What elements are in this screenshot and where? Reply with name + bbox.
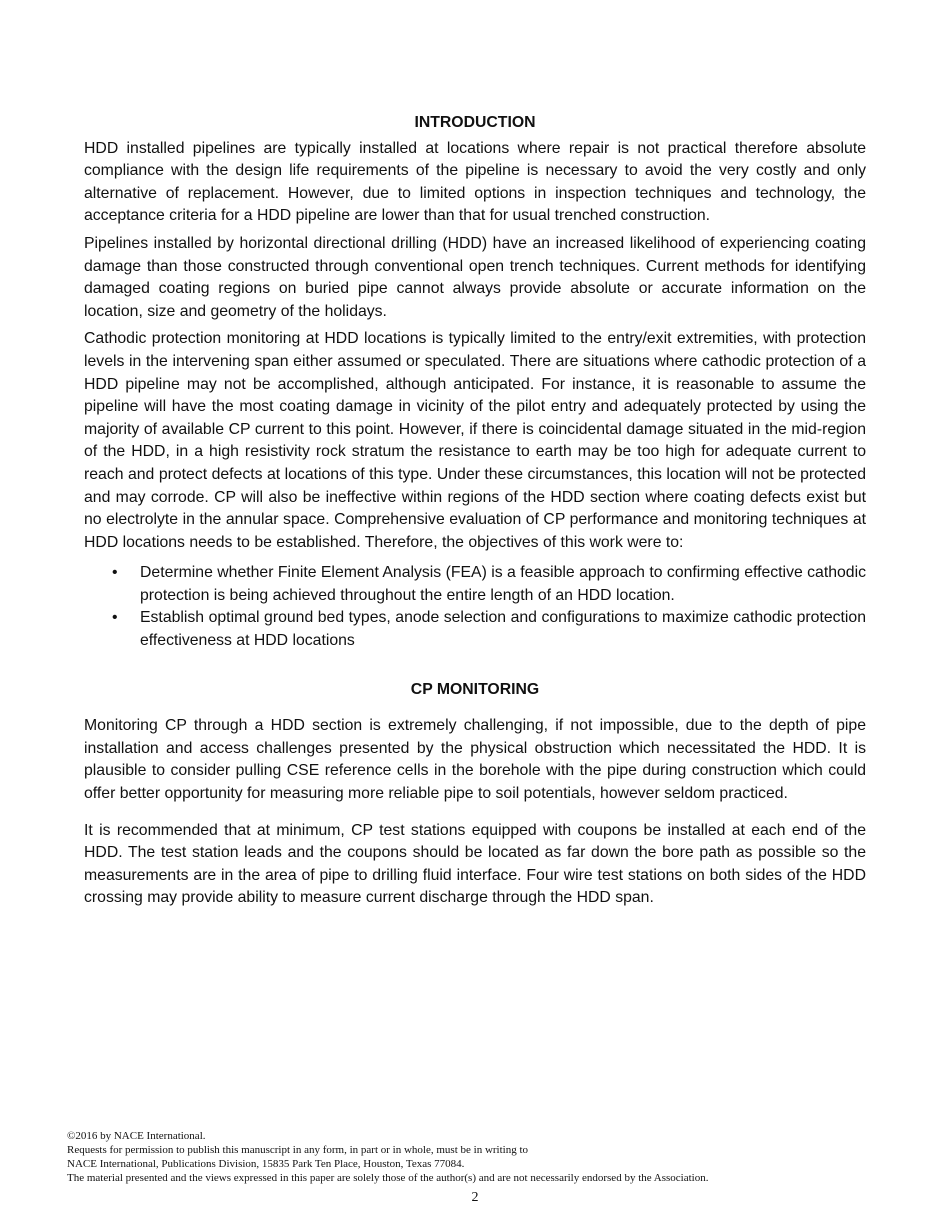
- section-heading-introduction: INTRODUCTION: [414, 114, 536, 131]
- list-item: [84, 607, 866, 652]
- intro-paragraph-3: Cathodic protection monitoring at HDD locations is typically limited to the entry/exit extremities, with protection levels in the intervening span either assumed or speculated. There are situations where cathodic protection of a HDD pipeline may not be accomplished, although anticipated. For instance, it is reasonable to assume the pipeline will have the most coating damage in vicinity of the pilot entry and adequately protected by using the majority of available CP current to this point. However, if there is coincidental damage situated in the mid-region of the HDD, in a high resistivity rock stratum the resistance to earth may be too high for adequate current to reach and protect defects at locations of this type. Under these circumstances, this location will not be protected and may corrode. CP will also be ineffective within regions of the HDD section where coating defects exist but no electrolyte in the annular space. Comprehensive evaluation of CP performance and monitoring techniques at HDD locations needs to be established. Therefore, the objectives of this work were to:: [84, 330, 866, 551]
- bullet-icon: •: [112, 564, 118, 582]
- cp-paragraph-1: Monitoring CP through a HDD section is extremely challenging, if not impossible, due to the depth of pipe installation and access challenges presented by the physical obstruction which necessitated the HDD. It is plausible to consider pulling CSE reference cells in the borehole with the pipe during construction which could offer better opportunity for measuring more reliable pipe to soil potentials, however seldom practiced.: [84, 717, 866, 803]
- footer-line: Requests for permission to publish this manuscript in any form, in part or in whole, must be in writing to: [67, 1144, 529, 1156]
- section-heading-cp-monitoring: CP MONITORING: [410, 680, 540, 698]
- objectives-list: [84, 562, 866, 652]
- intro-paragraph-2: Pipelines installed by horizontal directional drilling (HDD) have an increased likelihood of experiencing coating damage than those constructed through conventional open trench techniques. Current methods for identifying damaged coating regions on buried pipe cannot always provide absolute or accurate information on the location, size and geometry of the holidays.: [84, 234, 866, 320]
- intro-paragraph-1: HDD installed pipelines are typically installed at locations where repair is not practical therefore absolute compliance with the design life requirements of the pipeline is necessary to avoid the very costly and only alternative of replacement. However, due to limited options in inspection techniques and technology, the acceptance criteria for a HDD pipeline are lower than that for usual trenched construction.: [84, 139, 866, 225]
- page-number: 2: [471, 1190, 479, 1205]
- objective-text: Establish optimal ground bed types, anode selection and configurations to maximize cathodic protection effectiveness at HDD locations: [140, 609, 866, 650]
- objective-text: Determine whether Finite Element Analysis (FEA) is a feasible approach to confirming effective cathodic protection is being achieved throughout the entire length of an HDD location.: [140, 564, 866, 604]
- list-item: [84, 562, 866, 607]
- cp-paragraph-2: It is recommended that at minimum, CP test stations equipped with coupons be installed at each end of the HDD. The test station leads and the coupons should be located as far down the bore path as possible so the measurements are in the area of pipe to drilling fluid interface. Four wire test stations on both sides of the HDD crossing may provide ability to measure current discharge through the HDD span.: [84, 821, 866, 907]
- footer-line: ©2016 by NACE International.: [67, 1130, 206, 1142]
- footer-line: NACE International, Publications Division, 15835 Park Ten Place, Houston, Texas 77084.: [67, 1158, 465, 1170]
- copyright-footer: [67, 1129, 883, 1185]
- footer-line: The material presented and the views expressed in this paper are solely those of the author(s) and are not necessarily endorsed by the Association.: [67, 1172, 709, 1184]
- page-body: [84, 112, 866, 915]
- bullet-icon: •: [112, 609, 118, 627]
